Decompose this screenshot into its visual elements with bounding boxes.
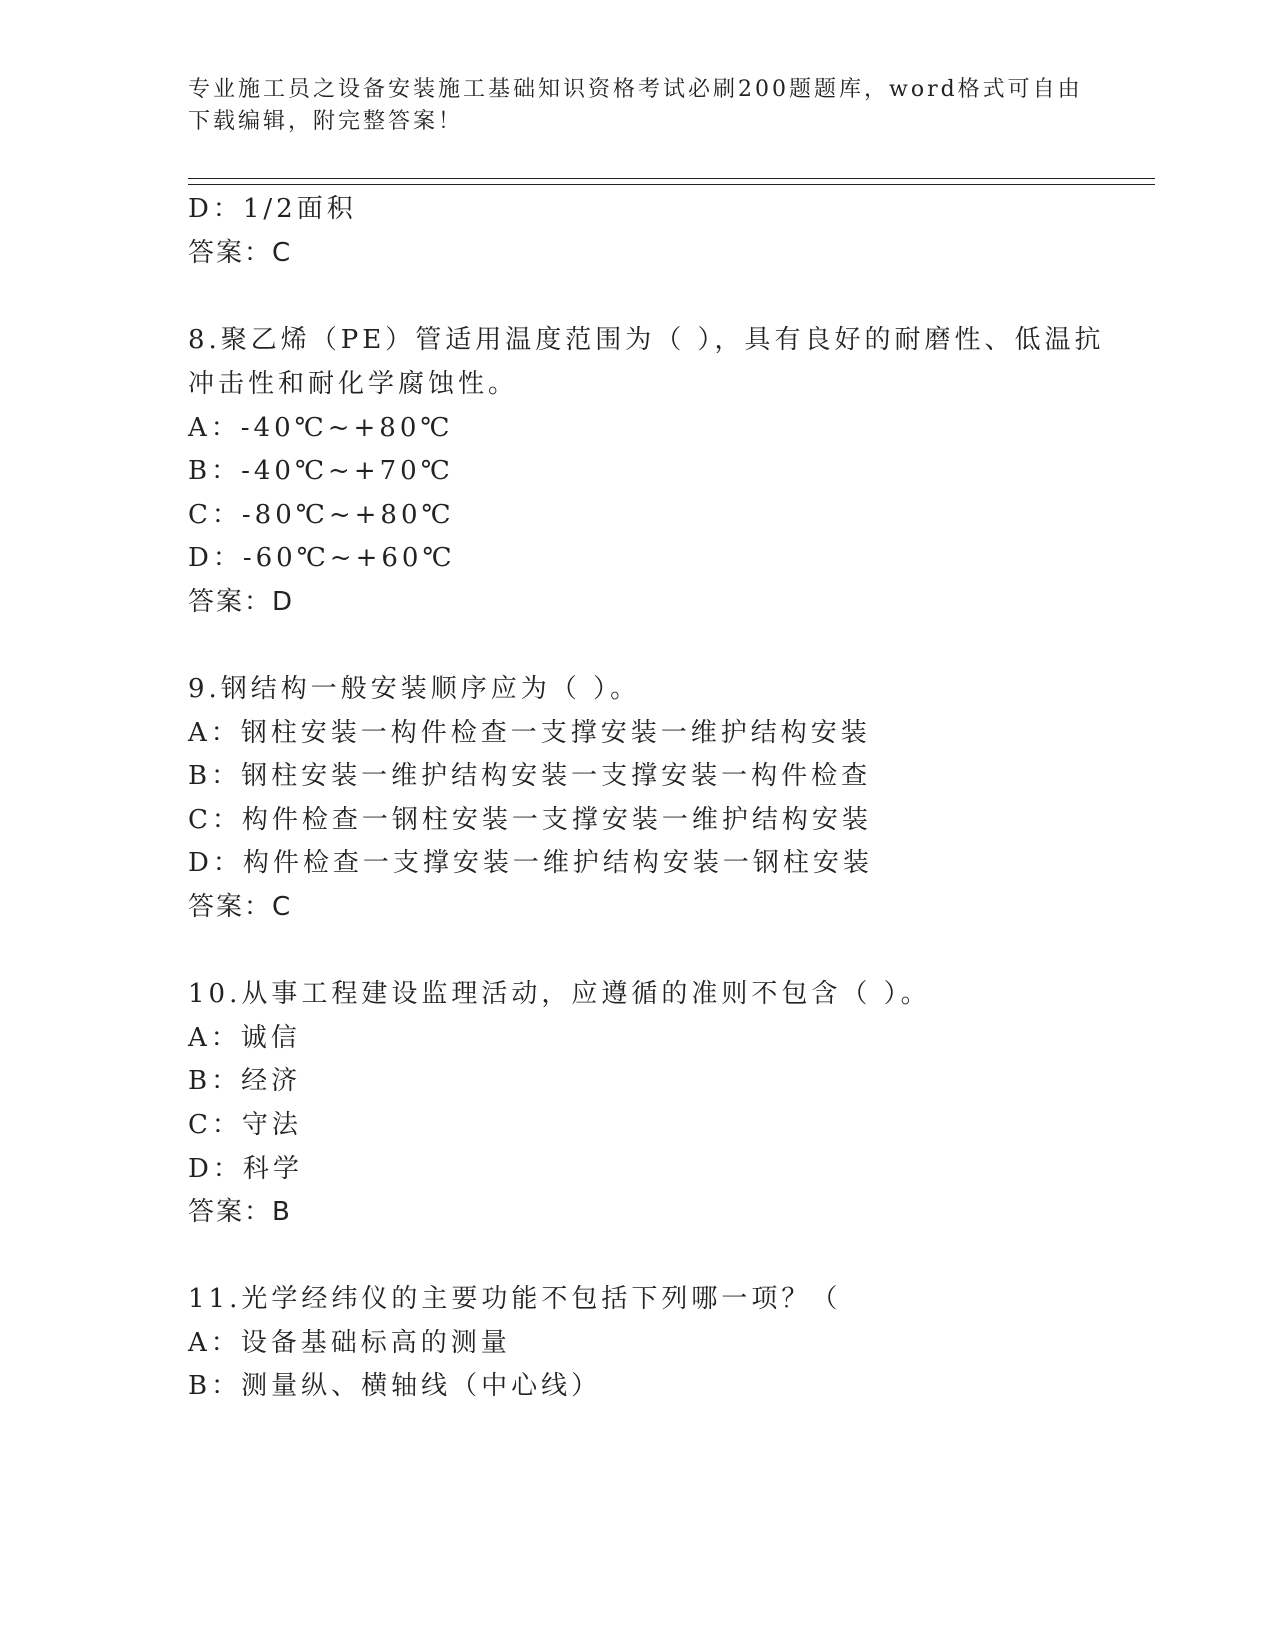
- q8-option-c: C：-80℃~+80℃: [188, 500, 455, 530]
- q8-option-d: D：-60℃~+60℃: [188, 543, 456, 573]
- document-header: [188, 74, 1088, 138]
- header-line-1: 专业施工员之设备安装施工基础知识资格考试必刷200题题库，word格式可自由: [188, 77, 1083, 102]
- q9-stem: 9.钢结构一般安装顺序应为（ ）。: [188, 674, 641, 704]
- q9-option-c: C：构件检查一钢柱安装一支撑安装一维护结构安装: [188, 805, 872, 835]
- q10-option-c: C：守法: [188, 1110, 302, 1140]
- header-divider-top: [188, 178, 1155, 179]
- q8-answer: 答案：D: [188, 587, 295, 617]
- q10-answer: 答案：B: [188, 1197, 292, 1227]
- q8-stem-line-1: 8.聚乙烯（PE）管适用温度范围为（ ），具有良好的耐磨性、低温抗: [188, 325, 1105, 355]
- q9-option-b: B：钢柱安装一维护结构安装一支撑安装一构件检查: [188, 761, 872, 791]
- q9-answer: 答案：C: [188, 892, 293, 922]
- q8-stem-line-2: 冲击性和耐化学腐蚀性。: [188, 369, 519, 399]
- header-divider-bottom: [188, 184, 1155, 185]
- header-line-2: 下载编辑，附完整答案！: [188, 109, 464, 134]
- q9-option-a: A：钢柱安装一构件检查一支撑安装一维护结构安装: [188, 718, 871, 748]
- prev-answer: 答案：C: [188, 238, 293, 268]
- q8-option-b: B：-40℃~+70℃: [188, 456, 454, 486]
- q8-option-a: A：-40℃~+80℃: [188, 413, 454, 443]
- q10-stem: 10.从事工程建设监理活动，应遵循的准则不包含（ ）。: [188, 979, 931, 1009]
- q10-option-a: A：诚信: [188, 1023, 301, 1053]
- q11-option-b: B：测量纵、横轴线（中心线）: [188, 1371, 602, 1401]
- q11-option-a: A：设备基础标高的测量: [188, 1328, 511, 1358]
- q10-option-b: B：经济: [188, 1066, 302, 1096]
- q11-stem: 11.光学经纬仪的主要功能不包括下列哪一项？（: [188, 1284, 842, 1314]
- q9-option-d: D：构件检查一支撑安装一维护结构安装一钢柱安装: [188, 848, 873, 878]
- q10-option-d: D：科学: [188, 1154, 303, 1184]
- prev-option-d: D：1/2面积: [188, 194, 357, 224]
